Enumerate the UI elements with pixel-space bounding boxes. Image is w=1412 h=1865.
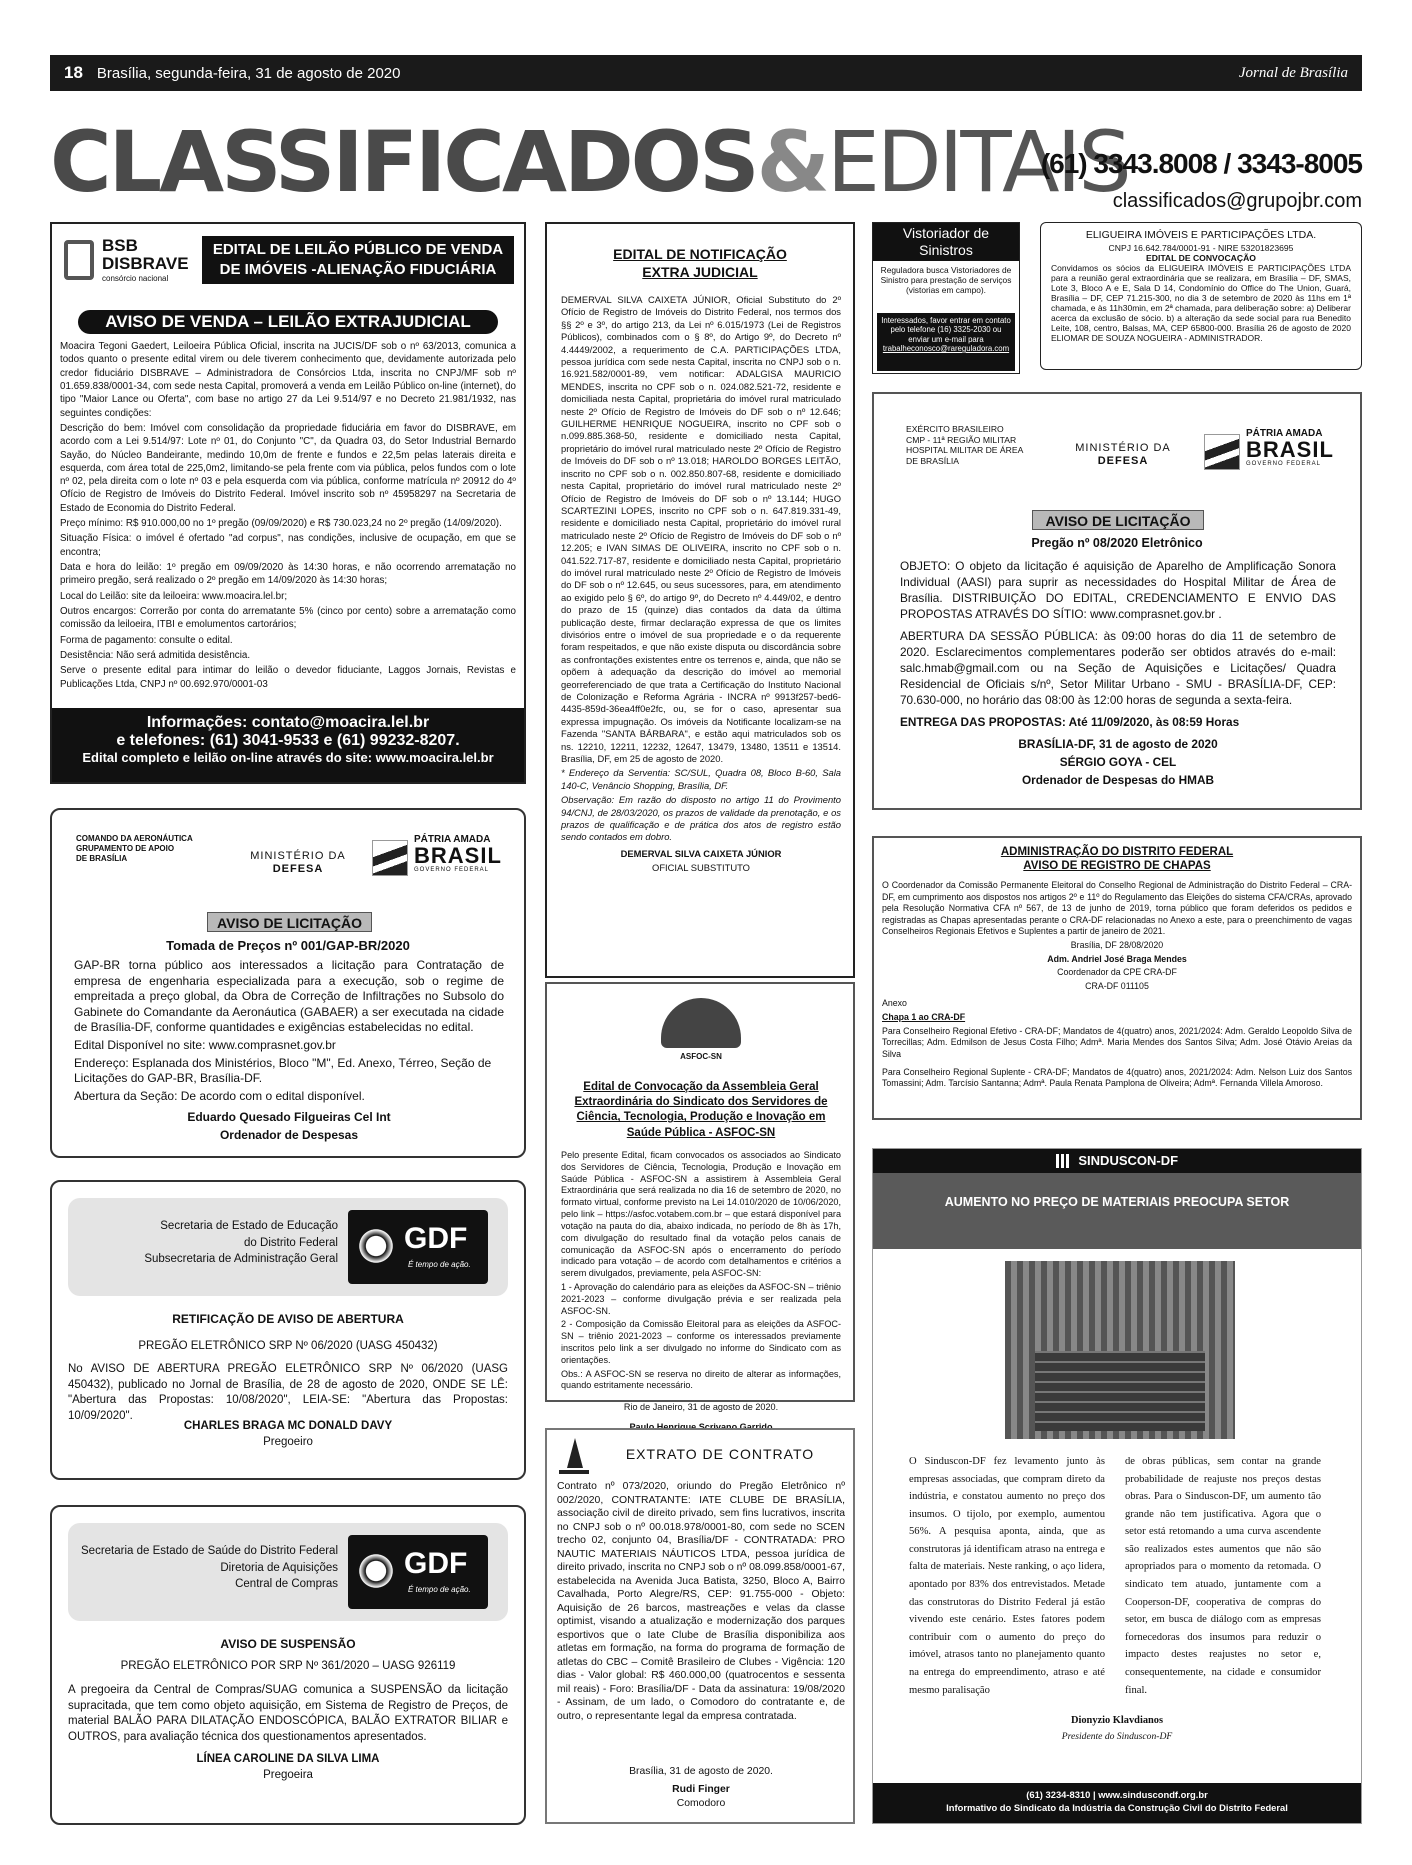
org-line: GRUPAMENTO DE APOIO <box>76 844 175 853</box>
hmab-title: AVISO DE LICITAÇÃO <box>1032 510 1204 530</box>
leilao-paragraph: Forma de pagamento: consulte o edital. <box>60 634 233 646</box>
notif-title2: EXTRA JUDICIAL <box>642 264 758 280</box>
sinduscon-col1: O Sinduscon-DF fez levamento junto às empresas associadas, que compram direto da indústria, e constatou aumento no preço dos insumos. O tijolo, por exemplo, aumentou 56%. A pesquisa aponta, ainda, que as construtoras já identificam atraso na entrega e falta de materiais. Neste ranking, o aço lidera, apontado por 83% dos entrevistados. Metade das construtoras do Distrito Federal já estão vivendo este cenário. Estes fatores podem contribuir com o aumento do preço do imóvel, atrasos tanto no planejamento quanto na entrega do empreendimento, atraso e até mesmo paralisação <box>909 1456 1105 1696</box>
asfoc-paragraph: Pelo presente Edital, ficam convocados os associados ao Sindicato dos Servidores de Ciência, Tecnologia, Produção e Inovação em Saúde Pública - ASFOC-SN a assistirem à Assembleia Geral Extraordinária que será realizada no dia 16 de setembro de 2020, no formato virtual, conforme previsto na Lei 14.010/2020 de 10/06/2020, pelo link – https://asfoc.votabem.com.br – que estará disponível para votação na pauta do dia, abaixo indicada, no período de 8h às 17h, com divulgação do resultado final da votação pelos canais de comunicação da ASFOC-SN após o encerramento do período indicado para votação – de acordo com detalhamentos e critérios a serem divulgados, previamente, pela ASFOC-SN: <box>561 1150 841 1279</box>
logo-sub: consórcio nacional <box>102 274 169 283</box>
gdf1-body: No AVISO DE ABERTURA PREGÃO ELETRÔNICO SRP Nº 06/2020 (UASG 450432), publicado no Jornal de Brasília, de 28 de agosto de 2020, ONDE SE LÊ: "Abertura das Propostas: 10/08/2020", LEIA-SE: "Abertura das Propostas: 10/09/2020". <box>68 1363 508 1422</box>
defesa-label: DEFESA <box>1097 455 1149 468</box>
asfoc-date: Rio de Janeiro, 31 de agosto de 2020. <box>623 1402 779 1413</box>
ministerio-defesa <box>1058 442 1188 468</box>
aero-sign1: Eduardo Quesado Filgueiras Cel Int <box>187 1110 391 1125</box>
sinduscon-logo: SINDUSCON-DF <box>1078 1153 1179 1168</box>
cra-sign2: Coordenador da CPE CRA-DF <box>1057 967 1177 978</box>
notif-title1: EDITAL DE NOTIFICAÇÃO <box>613 246 787 262</box>
ministerio-label: MINISTÉRIO DA <box>1075 442 1171 454</box>
leilao-footer-1: Informações: contato@moacira.lel.br <box>146 714 430 731</box>
gdf1-title: RETIFICAÇÃO DE AVISO DE ABERTURA <box>172 1312 404 1326</box>
newspaper-name: Jornal de Brasília <box>1238 64 1348 81</box>
hmab-subtitle: Pregão nº 08/2020 Eletrônico <box>1031 536 1203 550</box>
sinduscon-building-icon <box>1056 1154 1070 1168</box>
gdf1-subtitle: PREGÃO ELETRÔNICO SRP Nº 06/2020 (UASG 450432) <box>138 1340 438 1352</box>
sinduscon-footer2: Informativo do Sindicato da Indústria da Construção Civil do Distrito Federal <box>946 1802 1288 1814</box>
cra-suplente: Para Conselheiro Regional Suplente - CRA-DF; Mandatos de 4(quatro) anos, 2021/2024: Adm. Nelson Luiz dos Santos Tomassini; Adm. Tarcísio Santanna; Admª. Paula Renata Pamplona de Oliveira; Admª. Fernanda Villela Amoroso. <box>882 1066 1352 1089</box>
leilao-body <box>60 340 516 694</box>
aero-line: Abertura da Seção: De acordo com o edital disponível. <box>74 1088 365 1103</box>
extrato-sign2: Comodoro <box>676 1798 726 1809</box>
cra-body <box>882 880 1352 1092</box>
hmab-ad <box>872 392 1362 810</box>
org-line: Secretaria de Estado de Educação <box>160 1220 338 1232</box>
org-line: COMANDO DA AERONÁUTICA <box>76 834 193 843</box>
aero-body <box>74 958 504 1146</box>
gdf2-sign2: Pregoeira <box>263 1769 313 1781</box>
cra-efetivo: Para Conselheiro Regional Efetivo - CRA-DF; Mandatos de 4(quatro) anos, 2021/2024: Adm. Geraldo Leopoldo Silva de Torrecillas; Adm. Edmilson de Jesus Costa Filho; Admª. Maria Mendes dos Santos Silva; Adm. José Otávio Areias da Silva <box>882 1025 1352 1059</box>
cra-sign1: Adm. Andriel José Braga Mendes <box>1047 953 1187 964</box>
org-line: DE BRASÍLIA <box>76 854 128 863</box>
defesa-label: DEFESA <box>272 863 324 876</box>
aero-title: AVISO DE LICITAÇÃO <box>207 912 372 932</box>
governo-label: GOVERNO FEDERAL <box>1246 461 1322 467</box>
ministerio-defesa <box>238 850 358 876</box>
extrato-title: EXTRATO DE CONTRATO <box>625 1446 815 1462</box>
asfoc-paragraph: 2 - Composição da Comissão Eleitoral para as eleições da ASFOC-SN – triênio 2021-2023 – conforme os interessados previamente inscritos pelo link a ser divulgado no informe do Sindicato com as orientações. <box>561 1319 841 1365</box>
leilao-ad <box>50 222 526 784</box>
gdf-org <box>144 1218 338 1268</box>
ministerio-label: MINISTÉRIO DA <box>250 850 346 862</box>
vistoriador-contact-box <box>877 313 1015 371</box>
patria-amada-logo <box>414 834 502 873</box>
notif-paragraph: Observação: Em razão do disposto no artigo 11 do Provimento 94/CNJ, de 28/03/2020, os prazos de validade da prenotação, e os prazos de qualificação e de prática dos atos de registro estão sendo contados em dobro. <box>561 794 841 843</box>
leilao-footer <box>52 708 524 782</box>
vistoriador-email[interactable]: trabalheconosco@rareguladora.com <box>882 344 1010 354</box>
leilao-subtitle: AVISO DE VENDA – LEILÃO EXTRAJUDICIAL <box>78 310 498 334</box>
sinduscon-sign1: Dionyzio Klavdianos <box>1070 1715 1164 1726</box>
gdf-slogan: É tempo de ação. <box>408 1585 471 1594</box>
patria-label: PÁTRIA AMADA <box>414 834 491 845</box>
leilao-paragraph: Descrição do bem: Imóvel com consolidação da propriedade fiduciária em favor do DISBRAVE, em acordo com a Lei 9.514/97: Lote nº 01, do Conjunto "C", da Quadra 03, do Setor Industrial Bernardo Sayão, do Núcleo Bandeirante, medindo 10,0m de frente e fundos e 22,5m pelas laterais direita e esquerda, com área total de 225,0m2, limitando-se pela frente com via pública, pelos fundos com o lote nº 02, pela direita com o lote nº 03 e pela esquerda com via pública, conforme matrícula nº 20912 do 4º Ofício de Registro de Imóveis do Distrito Federal. Imóvel inscrito sob nº 45958297 na Secretaria de Estado de Economia do Distrito Federal. <box>60 422 516 514</box>
leilao-paragraph: Situação Física: o imóvel é ofertado "ad corpus", nas condições, inclusive de ocupação, em que se encontra; <box>60 533 516 558</box>
disbrave-mark-icon <box>64 240 94 280</box>
leilao-paragraph: Preço mínimo: R$ 910.000,00 no 1º pregão (09/09/2020) e R$ 730.023,24 no 2º pregão (14/09/2020). <box>60 518 502 530</box>
leilao-footer-3: Edital completo e leilão on-line através do site: www.moacira.lel.br <box>82 750 494 765</box>
leilao-paragraph: Desistência: Não será admitida desistência. <box>60 649 251 661</box>
leilao-paragraph: Local do Leilão: site da leiloeira: www.moacira.lel.br; <box>60 590 288 602</box>
asfoc-logo <box>651 994 751 1066</box>
cra-ad <box>872 836 1362 1120</box>
eligueira-cnpj: CNPJ 16.642.784/0001-91 - NIRE 53201823695 <box>1108 243 1294 253</box>
vistoriador-title: Vistoriador de Sinistros <box>873 223 1019 261</box>
sinduscon-col2: de obras públicas, sem contar na grande probabilidade de reajuste nos preços destas obras. Para o Sinduscon-DF, um aumento tão grande não tem justificativa. Agora que o setor está retomando a uma curva ascendente são realizados estes aumentos que não são apropriados para o momento da retomada. O sindicato tem atuado, juntamente com a Cooperson-DF, cooperativa de compras do setor, em busca de diálogo com as empresas fornecedoras dos insumos para reduzir o impacto destes reajustes no setor e, consequentemente, na cidade e consumidor final. <box>1125 1456 1321 1696</box>
asfoc-paragraph: Obs.: A ASFOC-SN se reserva no direito de alterar as informações, quando estritamente necessário. <box>561 1368 841 1391</box>
notif-sign1: DEMERVAL SILVA CAIXETA JÚNIOR <box>620 847 782 859</box>
classifieds-phone: (61) 3343.8008 / 3343-8005 <box>1040 148 1362 179</box>
cra-chapa: Chapa 1 ao CRA-DF <box>882 1012 966 1023</box>
brasil-label: BRASIL <box>1246 437 1334 462</box>
extrato-sign1: Rudi Finger <box>672 1784 730 1795</box>
gdf-logo <box>348 1535 488 1609</box>
asfoc-ad <box>545 982 855 1413</box>
org-line: Diretoria de Aquisições <box>220 1561 338 1574</box>
org-line: do Distrito Federal <box>244 1236 338 1249</box>
leilao-paragraph: Outros encargos: Correrão por conta do arrematante 5% (cinco por cento) sobre a arrematação como comissão da leiloeira, ITBI e emolumentos cartorários; <box>60 605 516 631</box>
extrato-ad <box>545 1428 855 1824</box>
asfoc-paragraph: 1 - Aprovação do calendário para as eleições da ASFOC-SN – triênio 2021-2023 – conforme divulgação prévia e ser realizada pela ASFOC-SN. <box>561 1281 841 1316</box>
brasil-flag-icon <box>1204 434 1240 470</box>
aero-org <box>76 834 226 864</box>
ipe-tree-icon <box>356 1545 396 1597</box>
gdf2-body: A pregoeira da Central de Compras/SUAG comunica a SUSPENSÃO da licitação supracitada, que tem como objeto aquisição, em Sistema de Registro de Preços, de material BALÃO PARA DILATAÇÃO ENDOSCÓPICA, BALÃO EXTRATOR BILIAR e OUTROS, para avaliação técnica dos questionamentos apresentados. <box>68 1684 508 1743</box>
asfoc-logo-text: ASFOC-SN <box>680 1052 722 1061</box>
leilao-paragraph: Moacira Tegoni Gaedert, Leiloeira Pública Oficial, inscrita na JUCIS/DF sob o nº 63/2013, comunica a todos quanto o presente edital virem ou dele tiverem conhecimento que, devidamente autorizada pelo credor fiduciário DISBRAVE – Administradora de Consórcios Ltda, inscrita no CNPJ/MF sob nº 01.659.838/0001-34, com sede nesta Capital, promoverá a venda em Leilão Público on-line (internet), do tipo "Maior Lance ou Oferta", com base no artigo 27 da Lei 9.514/97 e no Decreto 21.981/1932, nas seguintes condições: <box>60 341 516 419</box>
vistoriador-body: Reguladora busca Vistoriadores de Sinistro para prestação de serviços (vistorias em campo). <box>880 265 1012 296</box>
patria-label: PÁTRIA AMADA <box>1246 428 1323 439</box>
leilao-footer-2: e telefones: (61) 3041-9533 e (61) 99232-8207. <box>116 732 460 749</box>
ipe-tree-icon <box>356 1220 396 1272</box>
cra-title2: AVISO DE REGISTRO DE CHAPAS <box>1023 860 1211 872</box>
sinduscon-logo-bar <box>873 1149 1361 1173</box>
bricks-photo <box>1005 1261 1235 1439</box>
gdf2-subtitle: PREGÃO ELETRÔNICO POR SRP Nº 361/2020 – UASG 926119 <box>120 1660 456 1672</box>
asfoc-body <box>561 1150 841 1450</box>
brasil-flag-icon <box>372 840 408 876</box>
iate-logo-icon <box>557 1438 591 1478</box>
top-bar <box>50 55 1362 91</box>
sinduscon-sign2: Presidente do Sinduscon-DF <box>1061 1731 1173 1742</box>
asfoc-emblem-icon <box>661 998 741 1048</box>
gdf1-sign2: Pregoeiro <box>263 1436 313 1448</box>
brand-light: EDITAIS <box>826 113 1129 211</box>
brand-amp: & <box>756 113 827 211</box>
classifieds-email: classificados@grupojbr.com <box>1112 190 1362 212</box>
sinduscon-headline-bar <box>873 1173 1361 1249</box>
cra-anexo: Anexo <box>882 998 907 1009</box>
hmab-sign0: BRASÍLIA-DF, 31 de agosto de 2020 <box>1018 737 1218 752</box>
cra-paragraph: O Coordenador da Comissão Permanente Eleitoral do Conselho Regional de Administração do Distrito Federal – CRA-DF, em cumprimento aos dispostos nos artigos 2º e 11º do Regulamento das Eleições do sistema CFA/CRAs, aprovado pela Resolução Normativa CFA nº 567, de 13 de junho de 2019, torna público que foram deferidos os pedidos e registradas as Chapas apresentadas perante o CRA-DF relacionadas no Anexo a este, para o preenchimento de vagas Conselheiros Regionais Efetivos e Suplentes a partir de janeiro de 2021. <box>882 880 1352 937</box>
aero-line: Endereço: Esplanada dos Ministérios, Bloco "M", Ed. Anexo, Térreo, Seção de Licitações do GAP-BR, Brasília-DF. <box>74 1055 492 1086</box>
cra-sign3: CRA-DF 011105 <box>1085 980 1149 991</box>
gdf-panel <box>68 1198 508 1296</box>
org-line: Central de Compras <box>235 1578 338 1591</box>
logo-line2: DISBRAVE <box>102 254 189 273</box>
brick-pallets <box>1035 1351 1205 1431</box>
vistoriador-contact: Interessados, favor entrar em contato pelo telefone (16) 3325-2030 ou enviar um e-mail para <box>881 316 1011 344</box>
gdf-logo <box>348 1210 488 1284</box>
org-line: DE BRASÍLIA <box>906 456 960 467</box>
logo-line1: BSB <box>102 236 138 255</box>
gdf2-title: AVISO DE SUSPENSÃO <box>220 1637 356 1651</box>
section-title <box>50 113 1129 211</box>
notificacao-ad <box>545 222 855 978</box>
eligueira-body: Convidamos os sócios da ELIGUEIRA IMÓVEIS E PARTICIPAÇÕES LTDA para a reunião geral extraordinária que se realizara, em Brasília – DF, SMAS, Lote 3, Bloco A e E, Sala D 14, Condomínio do Office do The Union, Guará, Brasília – DF, CEP 71.215-300, no dia 3 de setembro de 2020 às 11hs em 1ª chamada, e às 11h30min, em 2ª chamada, para deliberação sobre: a) Deliberar acerca da exclusão de sócio. b) a alteração da sede social para rua Benedito Leite, 108, centro, Balsas, MA, CEP 65800-000. Brasília 26 de agosto de 2020 ELIOMAR DE SOUZA NOGUEIRA - ADMINISTRADOR. <box>1051 263 1351 343</box>
page-number: 18 <box>64 63 83 82</box>
eligueira-ad <box>1040 222 1362 370</box>
hmab-entrega: ENTREGA DAS PROPOSTAS: Até 11/09/2020, às 08:59 Horas <box>900 715 1240 730</box>
notif-paragraph: DEMERVAL SILVA CAIXETA JÚNIOR, Oficial Substituto do 2º Ofício de Registro de Imóveis do Distrito Federal, nos termos dos §§ 2º e 3º, do artigo 213, da Lei nº 6.015/1973 (Lei de Registros Públicos), combinados com o § 8º, do Artigo 9º, do Decreto nº 4.4449/2002, a requerimento de C.A. PARTICIPAÇÕES LTDA, pessoa jurídica com sede nesta Capital, inscrita no CNPJ sob o n. 16.921.582/0001-89, vem notificar: ADALGISA MAURICIO MENDES, inscrita no CPF sob o n. 024.082.521-72, residente e domiciliada nesta Capital, proprietária do imóvel rural matriculado neste 2º Ofício de Registro de Imóveis do DF sob o nº 12.646; GUILHERME HENRIQUE NOGUEIRA, inscrito no CPF sob o n.099.885.368-50, residente e domiciliado nesta Capital, proprietário do imóvel rural matriculado neste 2º Ofício de Registro de Imóveis do DF sob o nº 13.018; HAROLDO BORGES LEITÃO, inscrito no CPF sob o n. 002.850.807-68, residente e domiciliado nesta Capital, proprietário do imóvel rural matriculado neste 2º Ofício de Registro de Imóveis do DF sob o nº 13.144; HUGO SCARTEZINI LOPES, inscrito no CPF sob o n. 647.819.331-49, residente e domiciliado nesta Capital, proprietário do imóvel rural matriculado neste 2º Ofício de Registro de Imóveis do DF sob o nº 12.205; e IVAN SIMAS DE OLIVEIRA, inscrito no CPF sob o n. 041.522.717-87, residente e domiciliado nesta Capital, proprietário do imóvel rural matriculado neste 2º Ofício de Registro de Imóveis do DF sob o nº 12.645, ou seus sucessores, para, em atendimento ao exigido pelo § 6º, do artigo 9º, do Decreto nº 4.449/02, e dentro do prazo de 15 (quinze) dias contados da data da última publicação deste, firmar declaração expressa de que os limites divisórios entre o imóvel de sua propriedade e o da requerente foram respeitados, e que não existe disputa ou discordância sobre as confrontações existentes entre os terrenos e, ainda, que não se opõem à adequação da descrição do imóvel ao memorial georreferenciado de que trata a Certificação do Instituto Nacional de Colonização e Reforma Agrária - INCRA nº 9913f257-bed6-4435-859d-36ea4ff0e2fc, ou, se for o caso, apresentar sua expressa impugnação. Os imóveis da Notificante localizam-se na Fazenda "SANTA BÁRBARA", e estão aqui matriculados sob os ns. 12210, 12211, 12232, 12647, 13479, 13480, 13511 e 13514. Brasília, DF, em 25 de agosto de 2020. <box>561 294 841 765</box>
gdf-panel <box>68 1523 508 1621</box>
org-line: CMP - 11ª REGIÃO MILITAR <box>906 434 1017 445</box>
notif-sign2: OFICIAL SUBSTITUTO <box>652 862 750 874</box>
vistoriador-ad <box>872 222 1020 374</box>
hmab-body <box>900 558 1336 790</box>
aero-sign2: Ordenador de Despesas <box>219 1127 359 1142</box>
gdf-label: GDF <box>404 1547 468 1580</box>
notif-body <box>561 294 841 877</box>
brand-bold: CLASSIFICADOS <box>50 113 757 211</box>
brasil-label: BRASIL <box>414 843 502 868</box>
asfoc-title: Edital de Convocação da Assembleia Geral Extraordinária do Sindicato dos Servidores de Ciência, Tecnologia, Produção e Inovação em Saúde Pública - ASFOC-SN <box>574 1081 828 1139</box>
hmab-org <box>906 424 1066 467</box>
sinduscon-footer <box>873 1783 1361 1823</box>
aero-line: Edital Disponível no site: www.comprasnet.gov.br <box>74 1037 336 1052</box>
eligueira-title: ELIGUEIRA IMÓVEIS E PARTICIPAÇÕES LTDA. <box>1085 229 1317 241</box>
gdf1-sign1: CHARLES BRAGA MC DONALD DAVY <box>183 1420 393 1432</box>
cra-sign0: Brasília, DF 28/08/2020 <box>1070 940 1164 951</box>
sinduscon-ad <box>872 1148 1362 1824</box>
cra-title1: ADMINISTRAÇÃO DO DISTRITO FEDERAL <box>1000 846 1234 858</box>
leilao-paragraph: Data e hora do leilão: 1º pregão em 09/09/2020 às 14:30 horas, e não ocorrendo arrematação no primeiro pregão, será realizado o 2º pregão em 14/09/2020 às 14:30 horas; <box>60 562 516 587</box>
org-line: Subsecretaria de Administração Geral <box>144 1253 338 1266</box>
gdf2-sign1: LÍNEA CAROLINE DA SILVA LIMA <box>196 1753 380 1765</box>
hmab-abertura: ABERTURA DA SESSÃO PÚBLICA: às 09:00 horas do dia 11 de setembro de 2020. Esclarecimentos complementares poderão ser obtidos através do e-mail: salc.hmab@gmail.com ou na Seção de Aquisições e Licitações/ Quadra Residencial de Oficiais s/nº, Setor Militar Urbano - SMU - BRASÍLIA-DF, CEP: 70.630-000, no horário das 08:00 às 12:00 horas de segunda a sexta-feira. <box>900 629 1336 708</box>
aero-ad <box>50 808 526 1158</box>
hmab-sign1: SÉRGIO GOYA - CEL <box>1059 755 1177 770</box>
eligueira-subtitle: EDITAL DE CONVOCAÇÃO <box>1146 253 1256 263</box>
org-line: EXÉRCITO BRASILEIRO <box>906 424 1004 434</box>
gdf-org <box>81 1543 338 1593</box>
aero-paragraph: GAP-BR torna público aos interessados a licitação para Contratação de empresa de engenharia especializada para a execução, sob o regime de empreitada a preço global, da Obra de Correção de Infiltrações no Subsolo do Gabinete do Comandante da Aeronáutica (GABAER) a ser executada na cidade de Brasília-DF, conforme quantidades e exigências estabelecidas no edital. <box>74 958 504 1035</box>
extrato-date: Brasília, 31 de agosto de 2020. <box>629 1766 773 1777</box>
extrato-body: Contrato nº 073/2020, oriundo do Pregão Eletrônico nº 002/2020, CONTRATANTE: IATE CLUBE DE BRASÍLIA, associação civil de direito privado, sem fins lucrativos, inscrita no CNPJ sob o nº 00.018.978/0001-80, com sede no SCEN trecho 02, conjunto 04, Brasília/DF - CONTRATADA: PRO NAUTIC MATERIAIS NÁUTICOS LTDA, pessoa jurídica de direito privado, inscrita no CNPJ sob o nº 08.099.858/0001-67, estabelecida na Avenida Juca Batista, 3250, Bloco A, Bairro Cavalhada, Porto Alegre/RS, CEP: 91.755-000 - Objeto: Aquisição de 26 barcos, mastreações e velas da classe optimist, visando a atualização e modernização dos parques esportivos que o Iate Clube de Brasília disponibiliza aos atletas em formação, na forma do programa de formação de atletas do CBC – Comitê Brasileiro de Clubes - Vigência: 120 dias - Valor global: R$ 460.000,00 (quatrocentos e sessenta mil reais) - Foro: Brasília/DF - Data da assinatura: 19/08/2020 - Assinam, de um lado, o Comodoro do contratante e, de outro, o representante legal da empresa contratada. <box>557 1481 845 1722</box>
gdf-saude-ad <box>50 1505 526 1825</box>
hmab-objeto: OBJETO: O objeto da licitação é aquisição de Aparelho de Amplificação Sonora Individual (AASI) para suprir as necessidades do Hospital Militar de Área de Brasília. DISTRIBUIÇÃO DO EDITAL, CREDENCIAMENTO E ENVIO DAS PROPOSTAS ATRAVÉS DO SÍTIO: www.comprasnet.gov.br . <box>900 559 1336 622</box>
notif-paragraph: * Endereço da Serventia: SC/SUL, Quadra 08, Bloco B-60, Sala 140-C, Venâncio Shopping, Brasília, DF. <box>561 767 841 791</box>
disbrave-logo <box>64 236 194 288</box>
leilao-paragraph: Serve o presente edital para intimar do leilão o devedor fiduciante, Laggos Jornais, Revistas e Publicações Ltda, CNPJ nº 00.692.970/0001-03 <box>60 665 516 690</box>
org-line: HOSPITAL MILITAR DE ÁREA <box>906 445 1024 456</box>
patria-amada-logo <box>1246 428 1334 467</box>
issue-date: Brasília, segunda-feira, 31 de agosto de 2020 <box>96 64 401 82</box>
gdf-label: GDF <box>404 1222 468 1255</box>
org-line: Secretaria de Estado de Saúde do Distrito Federal <box>81 1545 338 1557</box>
gdf-slogan: É tempo de ação. <box>408 1260 471 1269</box>
sinduscon-footer1: (61) 3234-8310 | www.sinduscondf.org.br <box>1026 1789 1208 1800</box>
governo-label: GOVERNO FEDERAL <box>414 867 490 873</box>
hmab-sign2: Ordenador de Despesas do HMAB <box>1021 773 1215 788</box>
sinduscon-headline: AUMENTO NO PREÇO DE MATERIAIS PREOCUPA SETOR <box>944 1195 1290 1209</box>
leilao-title: EDITAL DE LEILÃO PÚBLICO DE VENDA DE IMÓVEIS -ALIENAÇÃO FIDUCIÁRIA <box>202 236 514 284</box>
aero-subtitle: Tomada de Preços nº 001/GAP-BR/2020 <box>166 938 410 953</box>
gdf-educacao-ad <box>50 1180 526 1480</box>
